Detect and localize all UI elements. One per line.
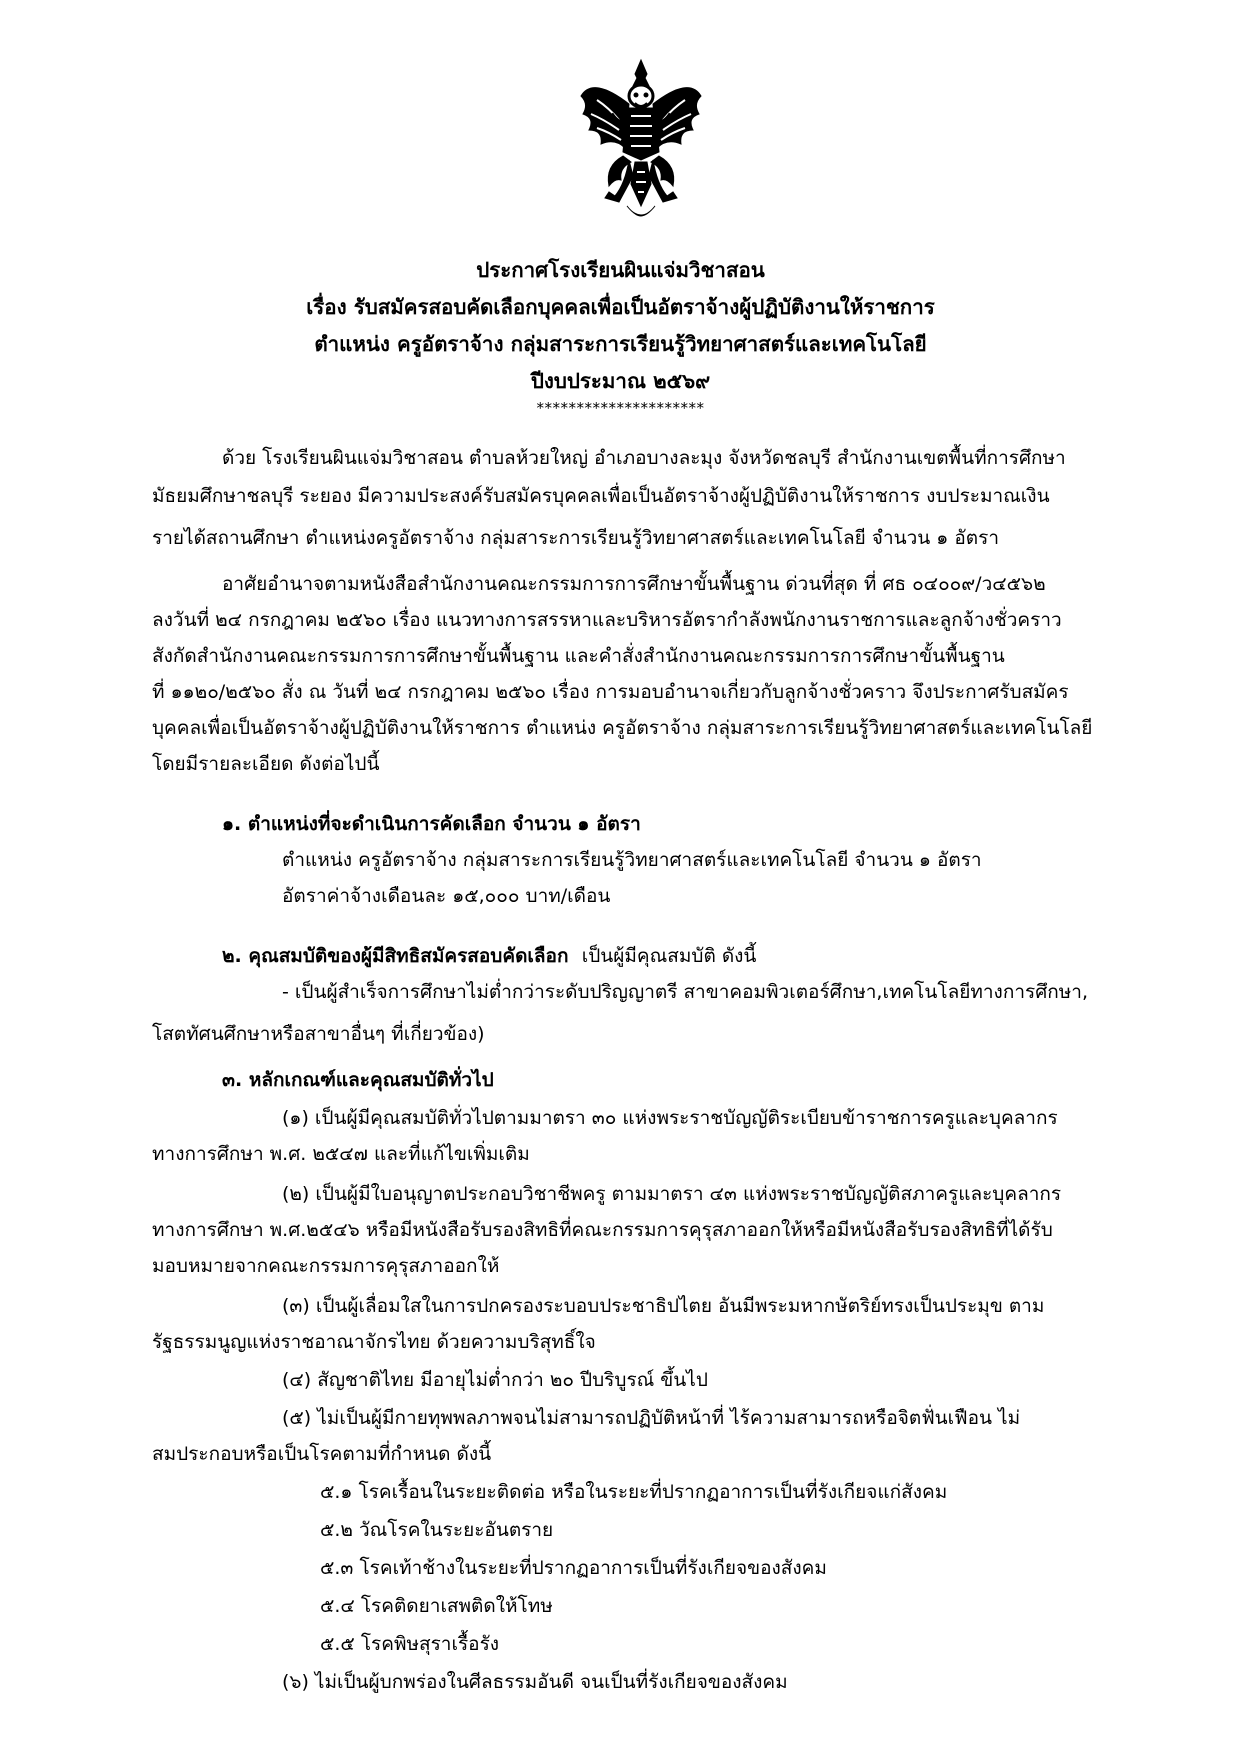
authority-line-2: ลงวันที่ ๒๔ กรกฎาคม ๒๕๖๐ เรื่อง แนวทางการสรรหาและบริหารอัตรากำลังพนักงานราชการและลูกจ้างชั่วคราว [152,609,1062,631]
section-3-line-5: มอบหมายจากคณะกรรมการคุรุสภาออกให้ [152,1255,500,1277]
announcement-title: ประกาศโรงเรียนผินแจ่มวิชาสอน [476,258,765,282]
section-3-sub-1: ๕.๑ โรคเรื้อนในระยะติดต่อ หรือในระยะที่ปรากฏอาการเป็นที่รังเกียจแก่สังคม [320,1481,948,1503]
section-3-line-8: (๔) สัญชาติไทย มีอายุไม่ต่ำกว่า ๒๐ ปีบริบูรณ์ ขึ้นไป [282,1369,708,1391]
section-3-line-6: (๓) เป็นผู้เลื่อมใสในการปกครองระบอบประชาธิปไตย อันมีพระมหากษัตริย์ทรงเป็นประมุข ตาม [282,1295,1045,1317]
separator-stars: ********************* [536,399,705,417]
section-2-line-1: - เป็นผู้สำเร็จการศึกษาไม่ต่ำกว่าระดับปริญญาตรี สาขาคอมพิวเตอร์ศึกษา,เทคโนโลยีทางการศึกษา, [282,981,1088,1003]
section-3-line-3: (๒) เป็นผู้มีใบอนุญาตประกอบวิชาชีพครู ตามมาตรา ๔๓ แห่งพระราชบัญญัติสภาครูและบุคลากร [282,1183,1062,1205]
intro-line-3: รายได้สถานศึกษา ตำแหน่งครูอัตราจ้าง กลุ่มสาระการเรียนรู้วิทยาศาสตร์และเทคโนโลยี จำนวน ๑ อัตรา [152,527,1000,549]
section-2-heading-bold: ๒. คุณสมบัติของผู้มีสิทธิสมัครสอบคัดเลือก [222,945,569,967]
section-2-heading [222,938,756,974]
section-2-line-2: โสตทัศนศึกษาหรือสาขาอื่นๆ ที่เกี่ยวข้อง) [152,1023,485,1045]
announcement-subject: เรื่อง รับสมัครสอบคัดเลือกบุคคลเพื่อเป็นอัตราจ้างผู้ปฏิบัติงานให้ราชการ [306,295,935,319]
authority-line-3: สังกัดสำนักงานคณะกรรมการการศึกษาขั้นพื้นฐาน และคำสั่งสำนักงานคณะกรรมการการศึกษาขั้นพื้นฐาน [152,645,1005,667]
announcement-header [0,252,1241,400]
authority-line-4: ที่ ๑๑๒๐/๒๕๖๐ สั่ง ณ วันที่ ๒๔ กรกฎาคม ๒๕๖๐ เรื่อง การมอบอำนาจเกี่ยวกับลูกจ้างชั่วคราว จึงประกาศรับสมัคร [152,681,1069,703]
section-2-heading-tail: เป็นผู้มีคุณสมบัติ ดังนี้ [581,945,757,967]
authority-line-6: โดยมีรายละเอียด ดังต่อไปนี้ [152,753,380,775]
section-3-line-11: (๖) ไม่เป็นผู้บกพร่องในศีลธรรมอันดี จนเป็นที่รังเกียจของสังคม [282,1671,788,1693]
section-3-sub-4: ๕.๔ โรคติดยาเสพติดให้โทษ [320,1595,553,1617]
section-3-line-1: (๑) เป็นผู้มีคุณสมบัติทั่วไปตามมาตรา ๓๐ แห่งพระราชบัญญัติระเบียบข้าราชการครูและบุคลากร [282,1107,1058,1129]
intro-line-1: ด้วย โรงเรียนผินแจ่มวิชาสอน ตำบลห้วยใหญ่ อำเภอบางละมุง จังหวัดชลบุรี สำนักงานเขตพื้นที่การศึกษา [222,447,1066,469]
announcement-position: ตำแหน่ง ครูอัตราจ้าง กลุ่มสาระการเรียนรู้วิทยาศาสตร์และเทคโนโลยี [314,332,927,356]
authority-line-5: บุคคลเพื่อเป็นอัตราจ้างผู้ปฏิบัติงานให้ราชการ ตำแหน่ง ครูอัตราจ้าง กลุ่มสาระการเรียนรู้วิทยาศาสตร์และเทคโนโลยี [152,717,1093,739]
announcement-fiscal-year: ปีงบประมาณ ๒๕๖๙ [530,369,711,393]
section-3-line-7: รัฐธรรมนูญแห่งราชอาณาจักรไทย ด้วยความบริสุทธิ์ใจ [152,1331,596,1353]
section-3-sub-3: ๕.๓ โรคเท้าช้างในระยะที่ปรากฏอาการเป็นที่รังเกียจของสังคม [320,1557,827,1579]
section-3-sub-2: ๕.๒ วัณโรคในระยะอันตราย [320,1519,554,1541]
section-3-sub-5: ๕.๕ โรคพิษสุราเรื้อรัง [320,1633,500,1655]
section-1-line-2: อัตราค่าจ้างเดือนละ ๑๕,๐๐๐ บาท/เดือน [282,885,611,907]
garuda-emblem-icon [575,56,707,226]
section-1-line-1: ตำแหน่ง ครูอัตราจ้าง กลุ่มสาระการเรียนรู้วิทยาศาสตร์และเทคโนโลยี จำนวน ๑ อัตรา [282,849,982,871]
section-3-heading: ๓. หลักเกณฑ์และคุณสมบัติทั่วไป [222,1069,494,1091]
section-3-line-2: ทางการศึกษา พ.ศ. ๒๕๔๗ และที่แก้ไขเพิ่มเติม [152,1143,530,1165]
section-3-line-4: ทางการศึกษา พ.ศ.๒๕๔๖ หรือมีหนังสือรับรองสิทธิที่คณะกรรมการคุรุสภาออกให้หรือมีหนังสือรับรองสิทธิที่ได้รับ [152,1219,1053,1241]
authority-line-1: อาศัยอำนาจตามหนังสือสำนักงานคณะกรรมการการศึกษาขั้นพื้นฐาน ด่วนที่สุด ที่ ศธ ๐๔๐๐๙/ว๔๕๖๒ [222,573,1046,595]
intro-line-2: มัธยมศึกษาชลบุรี ระยอง มีความประสงค์รับสมัครบุคคลเพื่อเป็นอัตราจ้างผู้ปฏิบัติงานให้ราชการ งบประมาณเงิน [152,485,1050,507]
section-3-line-10: สมประกอบหรือเป็นโรคตามที่กำหนด ดังนี้ [152,1443,492,1465]
section-3-line-9: (๕) ไม่เป็นผู้มีกายทุพพลภาพจนไม่สามารถปฏิบัติหน้าที่ ไร้ความสามารถหรือจิตฟั่นเฟือน ไม่ [282,1407,1021,1429]
section-1-heading: ๑. ตำแหน่งที่จะดำเนินการคัดเลือก จำนวน ๑ อัตรา [222,813,641,835]
